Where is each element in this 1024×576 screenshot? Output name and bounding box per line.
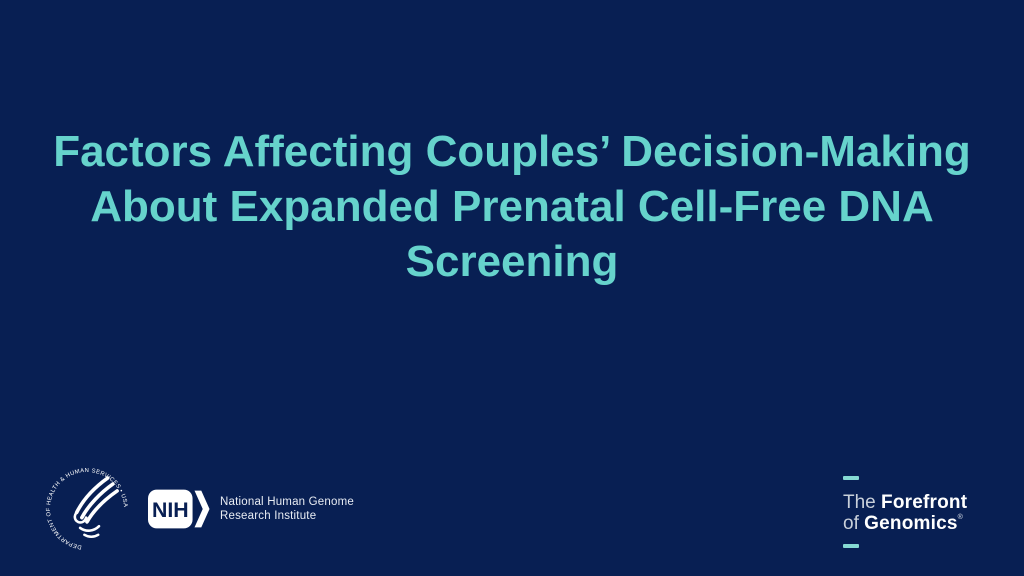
footer-logo-group [44,465,354,553]
forefront-word-forefront: Forefront [881,492,968,513]
registered-trademark-symbol: ® [957,514,963,521]
hhs-seal-circular-text: DEPARTMENT OF HEALTH & HUMAN SERVICES • USA [46,468,128,550]
nih-acronym-text: NIH [151,498,189,523]
forefront-of-genomics-logo [843,476,967,548]
nhgri-name-line-2: Research Institute [220,510,317,522]
title-line-3: Screening [405,237,619,286]
nhgri-name [220,495,354,524]
nih-logo-icon [148,489,210,529]
nhgri-logo [148,489,354,529]
slide-title [0,124,1024,289]
nih-chevron-icon [195,491,210,528]
forefront-wordmark [843,492,967,534]
title-line-2: About Expanded Prenatal Cell-Free DNA [90,182,934,231]
hhs-eagle-icon [75,478,117,537]
forefront-bottom-dash-icon [843,544,859,548]
forefront-wordmark-line-1 [843,492,967,513]
forefront-word-the: The [843,492,876,513]
forefront-wordmark-line-2 [843,513,967,534]
title-line-1: Factors Affecting Couples’ Decision-Making [53,127,971,176]
hhs-seal-icon [44,466,130,552]
nhgri-name-line-1: National Human Genome [220,495,354,508]
forefront-top-dash-icon [843,476,859,480]
forefront-word-of: of [843,513,859,534]
forefront-word-genomics: Genomics [864,513,958,534]
